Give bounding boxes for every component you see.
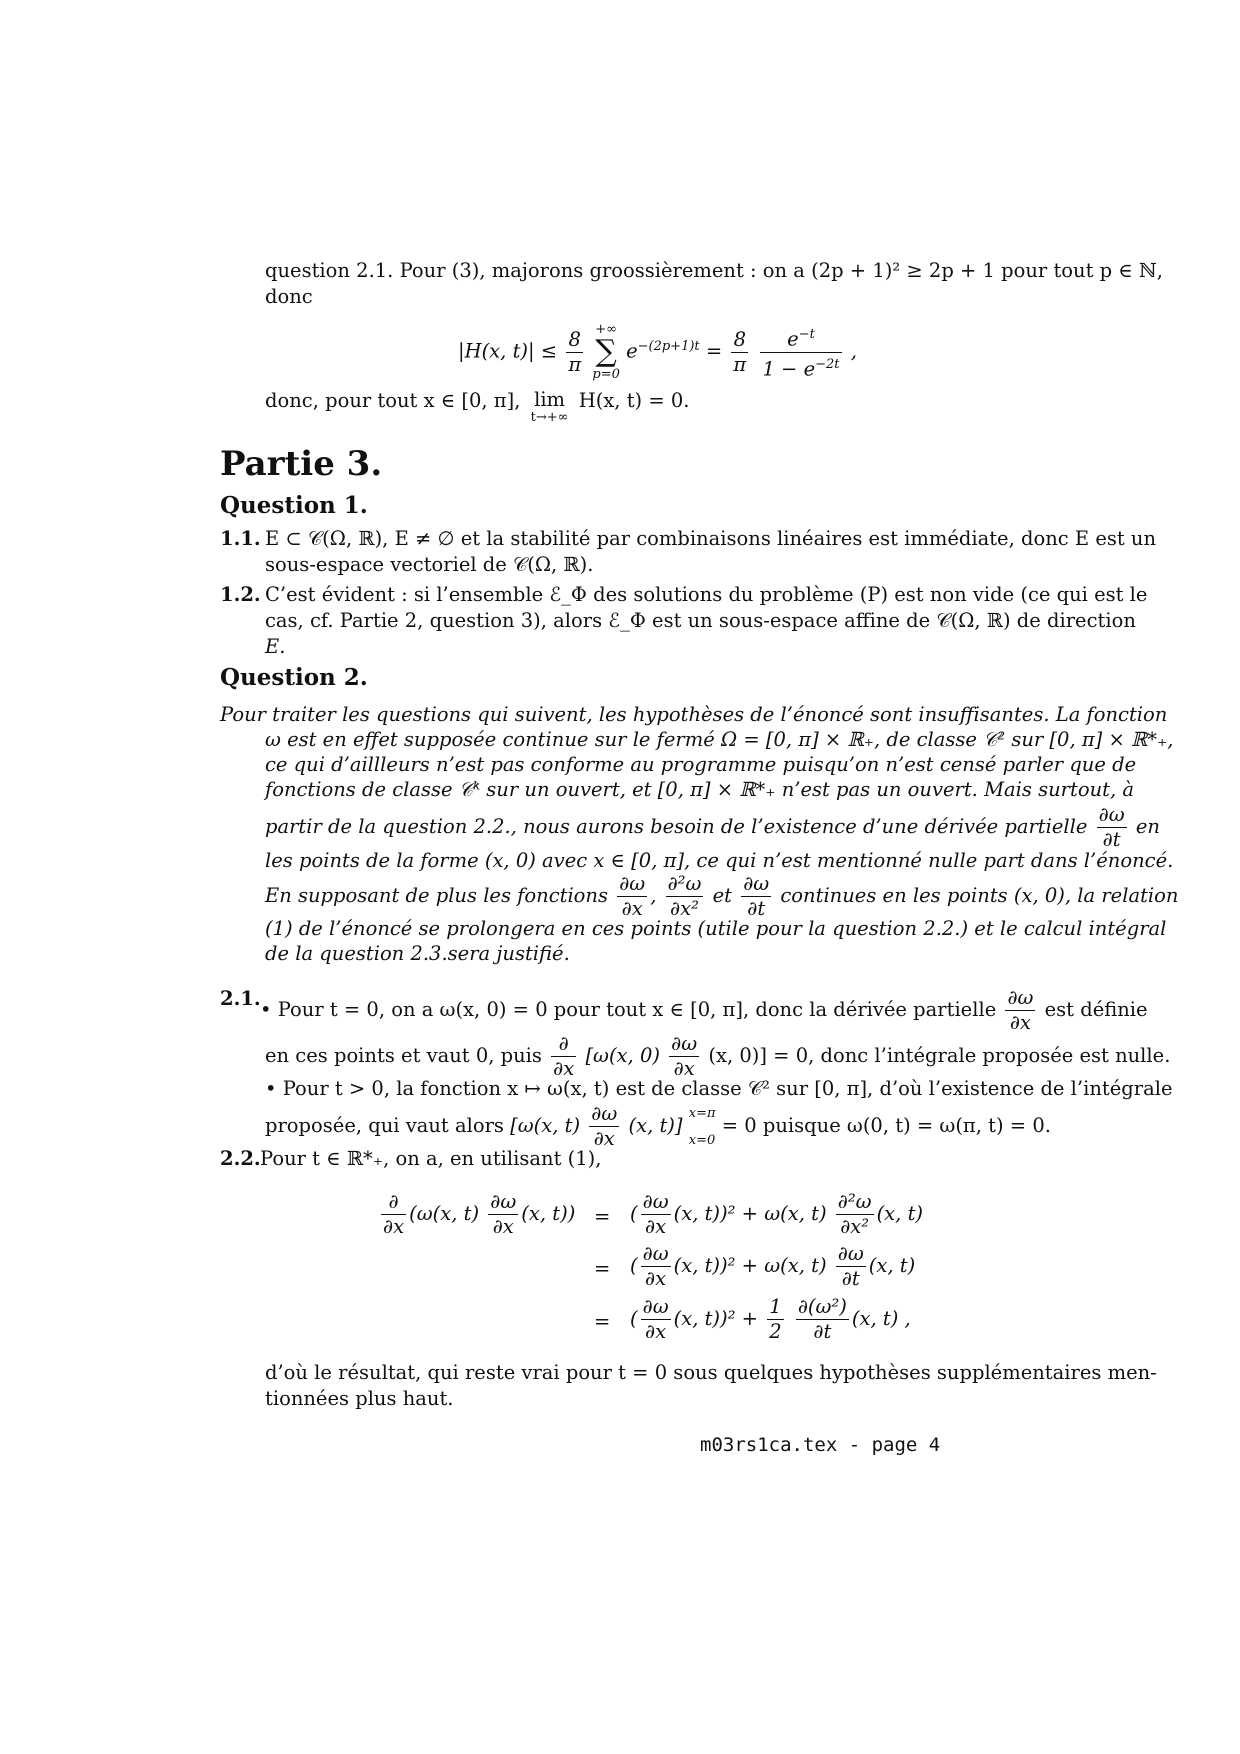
text-line: Pour t ∈ ℝ*₊, on a, en utilisant (1), <box>260 1147 602 1170</box>
text-line: • Pour t > 0, la fonction x ↦ ω(x, t) est de classe 𝒞² sur [0, π], d’où l’existence de l’intégrale <box>265 1077 1173 1100</box>
frac-den: ∂x <box>1005 1010 1035 1035</box>
frac-num: 8 <box>733 327 747 351</box>
text: (x, t) , <box>851 1307 911 1330</box>
limit <box>531 388 569 424</box>
item-number: 2.1. <box>220 987 261 1010</box>
frac-den: ∂t <box>741 896 771 921</box>
note-line: Pour traiter les questions qui suivent, les hypothèses de l’énoncé sont insuffisantes. La fonction <box>220 703 1168 726</box>
text-line: tionnées plus haut. <box>265 1387 454 1410</box>
section-title: Partie 3. <box>220 444 383 484</box>
text: H(x, t) = 0. <box>578 389 690 412</box>
fraction <box>1005 986 1035 1035</box>
fraction <box>767 1295 783 1344</box>
frac-den: ∂x² <box>666 896 704 921</box>
frac-den: ∂x <box>669 1056 699 1081</box>
text: (x, t))² + ω(x, t) <box>673 1202 827 1225</box>
page-footer: m03rs1ca.tex - page 4 <box>700 1434 941 1456</box>
text: ( <box>630 1254 638 1277</box>
text: (ω(x, t) <box>409 1202 480 1225</box>
frac-den: π <box>733 352 747 376</box>
text: proposée, qui vaut alors <box>265 1114 504 1137</box>
frac-num: ∂ω <box>619 872 646 895</box>
fraction <box>488 1190 518 1239</box>
text: [ω(x, 0) <box>585 1044 660 1067</box>
frac-den: ∂t <box>1097 827 1127 852</box>
frac-den: ∂t <box>796 1319 849 1344</box>
text-line: E. <box>265 635 286 658</box>
frac-den: π <box>568 352 582 376</box>
text-line: cas, cf. Partie 2, question 3), alors ℰ_Φ est un sous-espace affine de 𝒞(Ω, ℝ) de direction <box>265 609 1136 632</box>
sum-sign: +∞ ∑ p=0 <box>592 322 620 382</box>
note-line: ce qui d’aillleurs n’est pas conforme au programme puisqu’on n’est censé parler que de <box>265 753 1137 776</box>
frac-den: ∂x <box>488 1214 518 1239</box>
frac-den: ∂x <box>553 1057 575 1080</box>
frac-num: ∂ω <box>642 1295 669 1318</box>
question-title: Question 2. <box>220 664 368 691</box>
note-line: de la question 2.3.sera justifié. <box>265 942 570 965</box>
exp-power: −t <box>798 327 815 342</box>
sum-top: +∞ <box>595 322 617 337</box>
upper-bound: x=π <box>688 1105 716 1121</box>
text: et <box>712 884 732 907</box>
equals-sign: = <box>594 1205 611 1228</box>
equation-bound-H <box>458 322 857 382</box>
fraction <box>617 872 647 921</box>
text-line: E ⊂ 𝒞(Ω, ℝ), E ≠ ∅ et la stabilité par combinaisons linéaires est immédiate, donc E est un <box>265 527 1157 550</box>
text: (x, t))² + <box>673 1307 759 1330</box>
text: (x, t) <box>868 1254 916 1277</box>
fraction <box>836 1242 866 1291</box>
frac-den: ∂x <box>641 1319 671 1344</box>
fraction <box>796 1295 849 1344</box>
text: En supposant de plus les fonctions <box>265 884 608 907</box>
fraction <box>669 1032 699 1081</box>
bracket-bounds <box>689 1107 716 1147</box>
text-line <box>265 388 689 424</box>
text: est définie <box>1044 998 1148 1021</box>
frac-num: e <box>787 327 799 351</box>
equals: = <box>705 339 723 363</box>
punctuation: , <box>850 339 857 363</box>
fraction <box>1097 803 1127 852</box>
eq-lhs: |H(x, t)| ≤ <box>458 339 558 363</box>
frac-den: ∂x <box>589 1126 619 1151</box>
frac-num: ∂ω <box>837 1242 864 1265</box>
frac-num: ∂ω <box>1098 803 1125 826</box>
text: • Pour t = 0, on a ω(x, 0) = 0 pour tout x ∈ [0, π], donc la dérivée partielle <box>260 998 997 1021</box>
text-line <box>265 1102 1051 1151</box>
text-line: question 2.1. Pour (3), majorons groossièrement : on a (2p + 1)² ≥ 2p + 1 pour tout p ∈ ℕ, <box>265 259 1163 282</box>
text: (x, t)) <box>521 1202 576 1225</box>
frac-num: ∂ω <box>743 872 770 895</box>
text: ( <box>630 1307 638 1330</box>
frac-den: ∂x <box>617 896 647 921</box>
text: [ω(x, t) <box>510 1114 581 1137</box>
equation-row <box>378 1190 575 1239</box>
fraction <box>760 323 841 381</box>
frac-num: 1 <box>769 1295 782 1318</box>
text-line: C’est évident : si l’ensemble ℰ_Φ des solutions du problème (P) est non vide (ce qui est le <box>265 583 1148 606</box>
lim-sub: t→+∞ <box>530 410 569 425</box>
fraction <box>641 1190 671 1239</box>
equation-row <box>630 1242 915 1291</box>
text: (x, t))² + ω(x, t) <box>673 1254 827 1277</box>
exp-power: −(2p+1)t <box>637 339 700 354</box>
fraction <box>551 1032 576 1081</box>
frac-num: ∂ω <box>490 1190 517 1213</box>
note-line: les points de la forme (x, 0) avec x ∈ [0, π], ce qui n’est mentionné nulle part dans l’énoncé. <box>265 849 1174 872</box>
text-line: d’où le résultat, qui reste vrai pour t = 0 sous quelques hypothèses supplémentaires men- <box>265 1361 1157 1384</box>
equation-row <box>630 1190 923 1239</box>
text: ( <box>630 1202 638 1225</box>
frac-num: ∂ω <box>1007 986 1034 1009</box>
text: = 0 puisque ω(0, t) = ω(π, t) = 0. <box>721 1114 1051 1137</box>
item-number: 1.2. <box>220 583 261 606</box>
text: partir de la question 2.2., nous aurons besoin de l’existence d’une dérivée partielle <box>265 815 1088 838</box>
fraction <box>741 872 771 921</box>
fraction <box>381 1190 406 1239</box>
sum-bottom: p=0 <box>592 367 620 382</box>
frac-den: ∂x <box>383 1215 405 1238</box>
frac-num: ∂(ω²) <box>797 1295 847 1318</box>
frac-num: ∂ω <box>671 1032 698 1055</box>
question-title: Question 1. <box>220 492 368 519</box>
note-line: En supposant de plus les fonctions $\frac{\partial\omega}{\partial x}$ , $\frac{\text{∂²ω}}{\text{∂x²}}$ et $\frac{\partial\omega}{\partial t}$ continues en les points (x, 0), la relation <box>265 872 1179 920</box>
note-line: (1) de l’énoncé se prolongera en ces points (utile pour la question 2.2.) et le calcul intégral <box>265 917 1167 940</box>
text-line <box>265 1032 1170 1081</box>
frac-num: ∂²ω <box>667 872 702 895</box>
frac-den: ∂t <box>836 1266 866 1291</box>
fraction <box>731 328 748 377</box>
text: en <box>1135 815 1160 838</box>
text: donc, pour tout x ∈ [0, π], <box>265 389 521 412</box>
equation-row <box>630 1295 911 1344</box>
text-line: sous-espace vectoriel de 𝒞(Ω, ℝ). <box>265 553 594 576</box>
frac-num: 8 <box>568 327 581 351</box>
text-line: donc <box>265 285 313 308</box>
frac-num: ∂ω <box>642 1242 669 1265</box>
frac-num: ∂ω <box>642 1190 669 1213</box>
exp-base: e <box>626 339 638 363</box>
fraction <box>641 1295 671 1344</box>
frac-den: ∂x <box>641 1266 671 1291</box>
frac-den: ∂x <box>641 1214 671 1239</box>
frac-num: ∂²ω <box>837 1190 872 1213</box>
text: continues en les points (x, 0), la relation <box>780 884 1179 907</box>
frac-den: 1 − e <box>762 357 816 380</box>
text: (x, t) <box>876 1202 924 1225</box>
text: (x, t)] <box>628 1114 683 1137</box>
note-line: fonctions de classe 𝒞ᵏ sur un ouvert, et [0, π] × ℝ*₊ n’est pas un ouvert. Mais surtout, à <box>265 778 1134 801</box>
item-number: 2.2. <box>220 1147 261 1170</box>
frac-num: ∂ω <box>591 1102 618 1125</box>
text: en ces points et vaut 0, puis <box>265 1044 542 1067</box>
equals-sign: = <box>594 1257 611 1280</box>
item-number: 1.1. <box>220 527 261 550</box>
fraction <box>836 1190 874 1239</box>
note-line <box>265 803 1160 852</box>
frac-den: ∂x² <box>836 1214 874 1239</box>
fraction <box>666 872 704 921</box>
fraction <box>641 1242 671 1291</box>
note-line: ω est en effet supposée continue sur le fermé Ω = [0, π] × ℝ₊, de classe 𝒞² sur [0, π] × ℝ*₊, <box>265 728 1174 751</box>
equals-sign: = <box>594 1310 611 1333</box>
lower-bound: x=0 <box>688 1132 716 1148</box>
fraction <box>566 328 583 377</box>
frac-num: ∂ <box>558 1032 569 1055</box>
fraction <box>589 1102 619 1151</box>
frac-num: ∂ <box>388 1190 399 1213</box>
lim-label: lim <box>534 388 566 411</box>
frac-den: 2 <box>769 1320 782 1343</box>
exp-power: −2t <box>815 356 840 372</box>
text: (x, 0)] = 0, donc l’intégrale proposée est nulle. <box>708 1044 1171 1067</box>
text-line <box>260 986 1148 1035</box>
